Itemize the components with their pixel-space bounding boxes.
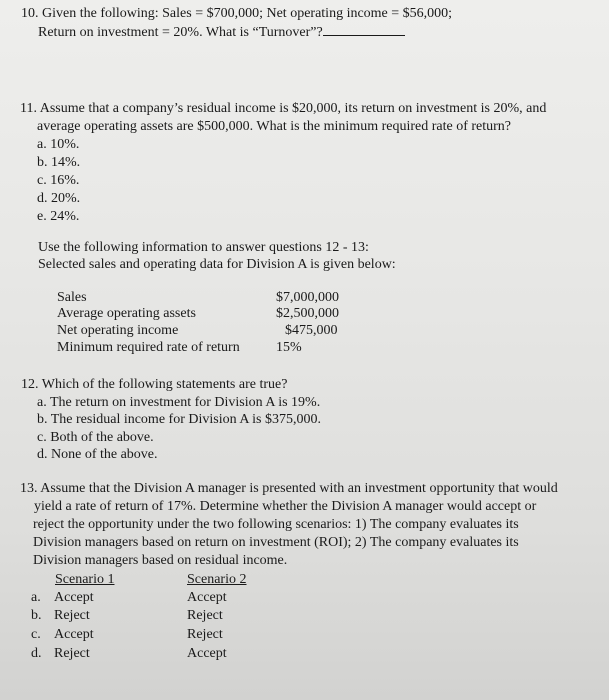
scenario-1-answer: Accept	[54, 627, 94, 642]
q13-line: 13. Assume that the Division A manager is presented with an investment opportunity that would	[20, 481, 558, 496]
table-row-value: $7,000,000	[276, 290, 339, 305]
scenario-2-answer: Reject	[187, 608, 223, 623]
q12-stem: 12. Which of the following statements are true?	[21, 377, 288, 392]
scenario-1-answer: Accept	[54, 590, 94, 605]
q13-line: yield a rate of return of 17%. Determine whether the Division A manager would accept or	[34, 499, 537, 514]
table-row-value: 15%	[276, 340, 302, 355]
q11-option: b. 14%.	[37, 155, 81, 170]
q12-option: b. The residual income for Division A is $375,000.	[37, 412, 321, 427]
q13-line: Division managers based on residual income.	[33, 553, 288, 568]
scenario-2-answer: Accept	[187, 646, 227, 661]
q12-option: d. None of the above.	[37, 447, 158, 462]
q10-line-2	[38, 23, 405, 41]
q12-option: c. Both of the above.	[37, 430, 154, 445]
scenario-row-letter: d.	[31, 646, 42, 661]
scenario-2-header: Scenario 2	[187, 572, 247, 587]
scenario-row-letter: b.	[31, 608, 42, 623]
table-row-value: $2,500,000	[276, 306, 339, 321]
table-row-label: Net operating income	[57, 323, 179, 338]
q12-option: a. The return on investment for Division A is 19%.	[37, 395, 321, 410]
table-row-label: Sales	[57, 290, 87, 305]
q11-option: e. 24%.	[37, 209, 80, 224]
table-row-label: Minimum required rate of return	[57, 340, 240, 355]
q13-line: Division managers based on return on investment (ROI); 2) The company evaluates its	[33, 535, 519, 550]
q11-line-1: 11. Assume that a company’s residual income is $20,000, its return on investment is 20%, and	[20, 101, 547, 116]
q10-answer-blank[interactable]	[323, 23, 405, 36]
scenario-row-letter: a.	[31, 590, 41, 605]
table-row-value: $475,000	[285, 323, 338, 338]
q10-line-1: 10. Given the following: Sales = $700,000; Net operating income = $56,000;	[21, 6, 453, 21]
scenario-1-answer: Reject	[54, 646, 90, 661]
scenario-2-answer: Reject	[187, 627, 223, 642]
scenario-1-header: Scenario 1	[55, 572, 115, 587]
q11-option: c. 16%.	[37, 173, 80, 188]
q10-line-2-text: Return on investment = 20%. What is “Turnover”?	[38, 25, 323, 40]
q11-option: a. 10%.	[37, 137, 80, 152]
info-line-2: Selected sales and operating data for Division A is given below:	[38, 257, 396, 272]
q13-line: reject the opportunity under the two following scenarios: 1) The company evaluates its	[33, 517, 519, 532]
scenario-1-answer: Reject	[54, 608, 90, 623]
table-row-label: Average operating assets	[57, 306, 196, 321]
info-line-1: Use the following information to answer questions 12 - 13:	[38, 240, 369, 255]
q11-option: d. 20%.	[37, 191, 81, 206]
q11-line-2: average operating assets are $500,000. What is the minimum required rate of return?	[37, 119, 512, 134]
scenario-2-answer: Accept	[187, 590, 227, 605]
scenario-row-letter: c.	[31, 627, 41, 642]
